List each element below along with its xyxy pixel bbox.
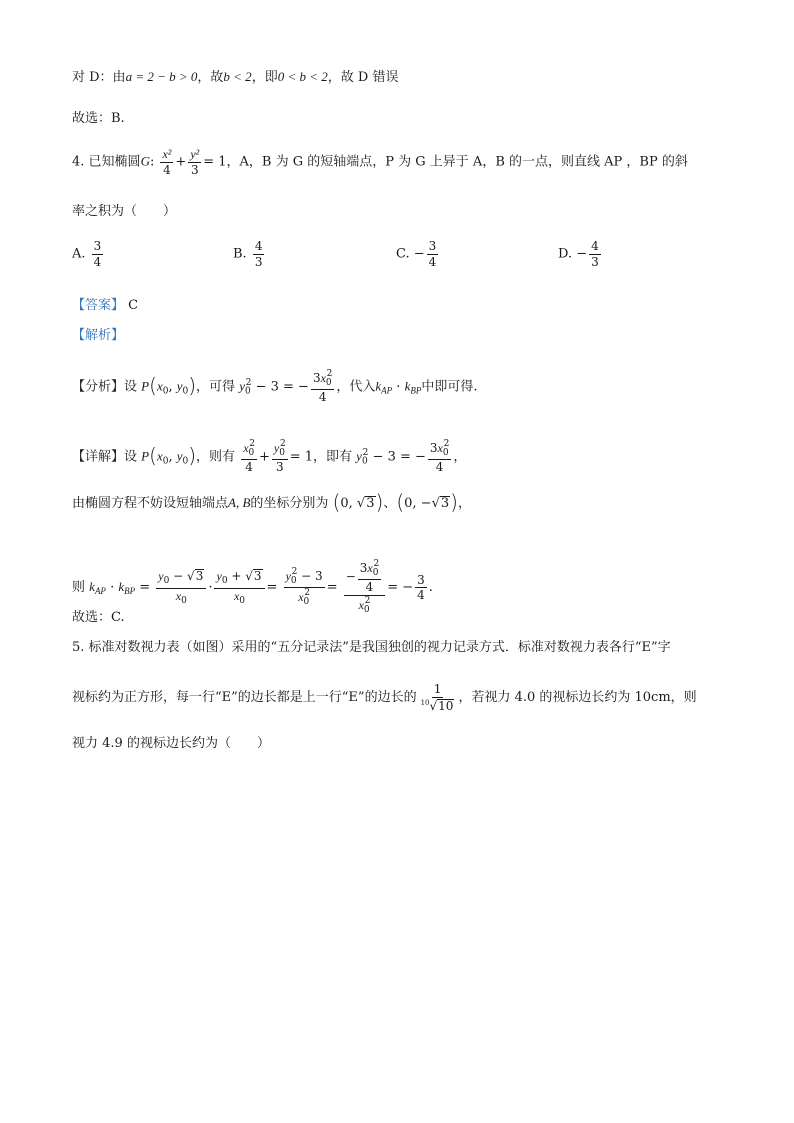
q4-option-a: A. $\frac{3}{4}$ bbox=[72, 239, 102, 269]
q5-stem-line3: 视力 4.9 的视标边长约为（ ） bbox=[72, 736, 270, 751]
ellipse-y-term: $\frac{\text{y²}}{3}$ bbox=[190, 147, 200, 177]
q4-xiangjie: 【详解】设 $P(x_0$, $y_0$)，则有 $\frac{x_0^2}{4}$ + $\frac{y_0^2}{3}$ = 1，即有 $y_0^2 - 3$ = − $\frac{3x_0^2}{4}$ ， bbox=[72, 439, 467, 475]
option-d-analysis-line: 对 D：由a = 2 − b > 0，故b < 2，即0 < b < 2，故 D 错误 bbox=[72, 69, 399, 85]
q5-ratio-fraction: $\frac{1}{^{10}√10}$ bbox=[420, 682, 454, 713]
q4-stem-line1: 4. 已知椭圆G: $\frac{\text{x²}}{4}$ + $\frac{\text{y²}}{3}$ = 1，A，B 为 G 的短轴端点，P 为 G 上异于 A，B 的一点，则直线 AP ，BP 的斜 bbox=[72, 147, 688, 177]
q4-short-axis-coords: 由椭圆方程不妨设短轴端点A, B的坐标分别为 (0, √3)、(0, −√3)， bbox=[72, 490, 471, 514]
ellipse-x-term: $\frac{\text{x²}}{4}$ bbox=[162, 147, 172, 177]
q4-analysis-header: 【解析】 bbox=[72, 328, 125, 343]
q3-final-answer: 故选：B. bbox=[72, 111, 125, 126]
q4-option-b: B. $\frac{4}{3}$ bbox=[233, 239, 263, 269]
q4-fenxi: 【分析】设 $P(x_0$, $y_0$)，可得 $y_0^2 - 3$ = − $\frac{3x_0^2}{4}$ ，代入$k_{AP} \cdot k_{BP}$中即可得. bbox=[72, 369, 478, 405]
q4-answer: 【答案】 C bbox=[72, 298, 139, 313]
q5-stem-line1: 5. 标准对数视力表（如图）采用的“五分记录法”是我国独创的视力记录方式．标准对数视力表各行“E”字 bbox=[72, 640, 671, 655]
q4-slope-product: 则 $k_{AP} \cdot k_{BP}$ = $\frac{y_0 - √3}{x_0}$ · $\frac{y_0 + √3}{x_0}$ = $\frac{y_0^2 - 3}{x_0^2}$ = − $\frac{3x_0^2}{4}$ $x_0^2$ = − $\frac{3}{4}$ . bbox=[72, 559, 433, 616]
q5-stem-line2: 视标约为正方形，每一行“E”的边长都是上一行“E”的边长的 $\frac{1}{^{10}√10}$ ，若视力 4.0 的视标边长约为 10cm，则 bbox=[72, 682, 697, 713]
q4-final-answer: 故选：C. bbox=[72, 610, 125, 625]
q4-stem-line2: 率之积为（ ） bbox=[72, 204, 177, 219]
q4-option-c: C. − $\frac{3}{4}$ bbox=[396, 239, 437, 269]
q4-option-d: D. − $\frac{4}{3}$ bbox=[558, 239, 599, 269]
